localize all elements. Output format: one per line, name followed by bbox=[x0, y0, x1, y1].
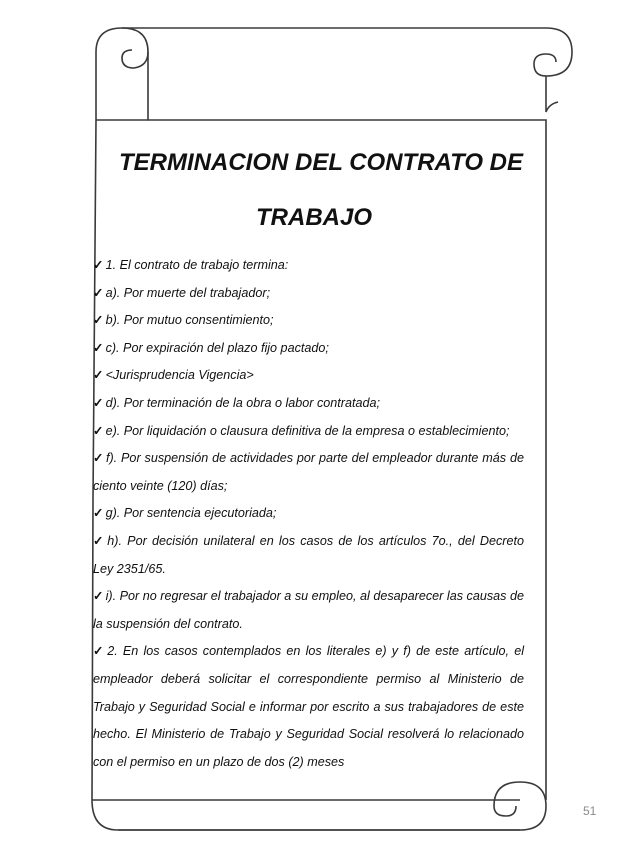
list-item bbox=[93, 252, 524, 280]
page-title-line-1: TERMINACION DEL CONTRATO DE bbox=[119, 149, 524, 176]
article-list bbox=[93, 252, 524, 776]
list-item bbox=[93, 362, 524, 390]
check-mark-icon: ✓ bbox=[93, 451, 104, 466]
list-item bbox=[93, 445, 524, 500]
check-mark-icon: ✓ bbox=[93, 589, 104, 604]
list-item bbox=[93, 280, 524, 308]
check-mark-icon: ✓ bbox=[93, 368, 104, 383]
item-text: c). Por expiración del plazo fijo pactado; bbox=[105, 340, 329, 355]
page-number: 51 bbox=[583, 804, 597, 818]
item-text: h). Por decisión unilateral en los casos de los artículos 7o., del Decreto Ley 2351/65. bbox=[93, 533, 524, 576]
check-mark-icon: ✓ bbox=[93, 644, 106, 659]
check-mark-icon: ✓ bbox=[93, 506, 104, 521]
item-text: e). Por liquidación o clausura definitiva de la empresa o establecimiento; bbox=[105, 423, 510, 438]
list-item bbox=[93, 528, 524, 583]
list-item bbox=[93, 418, 524, 446]
item-text: 1. El contrato de trabajo termina: bbox=[105, 258, 289, 272]
list-item bbox=[93, 307, 524, 335]
list-item bbox=[93, 500, 524, 528]
item-text: i). Por no regresar el trabajador a su empleo, al desaparecer las causas de la suspensión del contrato. bbox=[93, 589, 524, 631]
item-text: 2. En los casos contemplados en los literales e) y f) de este artículo, el empleador deberá solicitar el correspondiente permiso al Ministerio de Trabajo y Seguridad Social e informar por escrito a sus trabajadores de este hecho. El Ministerio de Trabajo y Seguridad Social resolverá lo relacionado con el permiso en un plazo de dos (2) meses bbox=[93, 644, 524, 769]
item-text: g). Por sentencia ejecutoriada; bbox=[105, 506, 277, 521]
list-item bbox=[93, 638, 524, 776]
list-item bbox=[93, 583, 524, 638]
item-text: b). Por mutuo consentimiento; bbox=[105, 313, 274, 328]
item-text: f). Por suspensión de actividades por parte del empleador durante más de ciento veinte (120) días; bbox=[93, 451, 524, 493]
check-mark-icon: ✓ bbox=[93, 285, 104, 300]
check-mark-icon: ✓ bbox=[93, 423, 104, 438]
check-mark-icon: ✓ bbox=[93, 533, 106, 548]
list-item bbox=[93, 335, 524, 363]
check-mark-icon: ✓ bbox=[93, 340, 104, 355]
check-mark-icon: ✓ bbox=[93, 258, 104, 272]
item-text: a). Por muerte del trabajador; bbox=[105, 285, 271, 300]
item-text: d). Por terminación de la obra o labor contratada; bbox=[105, 395, 380, 410]
page-title-line-2: TRABAJO bbox=[256, 204, 373, 231]
list-item bbox=[93, 390, 524, 418]
check-mark-icon: ✓ bbox=[93, 313, 104, 328]
item-text: <Jurisprudencia Vigencia> bbox=[105, 368, 254, 383]
check-mark-icon: ✓ bbox=[93, 395, 104, 410]
